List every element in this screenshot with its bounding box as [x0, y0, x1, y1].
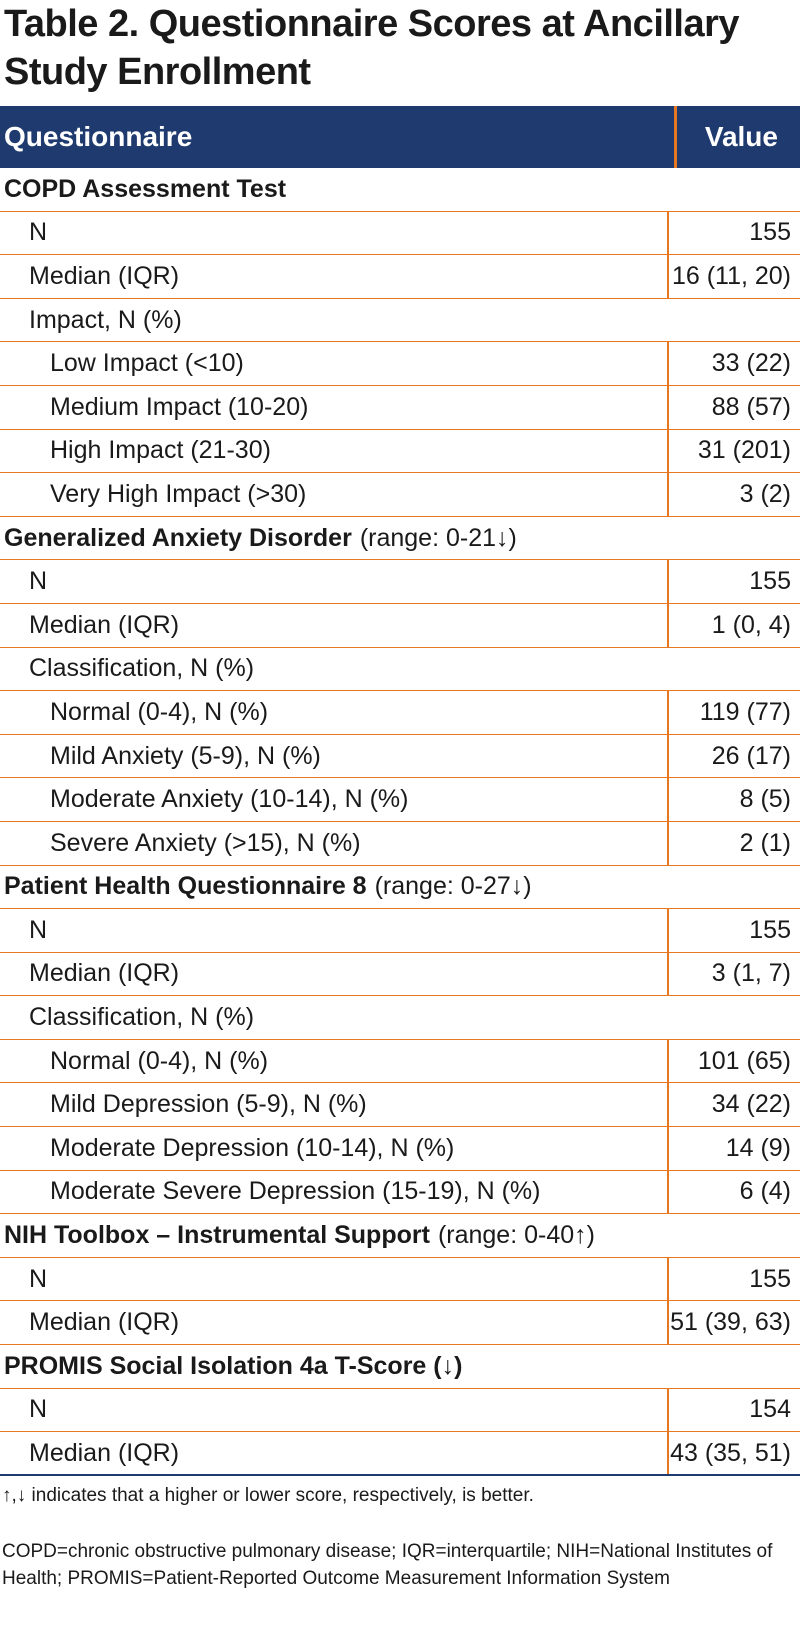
row-label: Moderate Severe Depression (15-19), N (%) — [50, 1177, 541, 1206]
title-line-2: Study Enrollment — [4, 51, 311, 93]
title-line-1: Table 2. Questionnaire Scores at Ancillary — [4, 3, 740, 45]
section-label: COPD Assessment Test — [4, 174, 287, 203]
row-label: N — [29, 1395, 48, 1424]
table-row — [0, 255, 800, 299]
row-value: 16 (11, 20) — [667, 255, 800, 298]
table-row — [0, 342, 800, 386]
footnote-abbreviations: COPD=chronic obstructive pulmonary disease; IQR=interquartile; NIH=National Institutes of Health; PROMIS=Patient-Reported Outcome Measurement Information System — [2, 1540, 773, 1589]
row-label: N — [29, 1264, 48, 1293]
row-label: Low Impact (<10) — [50, 349, 244, 378]
row-value: 155 — [667, 909, 800, 952]
footnotes — [0, 1484, 800, 1592]
row-label: Median (IQR) — [29, 1308, 180, 1337]
table-row — [0, 996, 800, 1040]
row-label-cell — [0, 604, 667, 647]
row-label: Normal (0-4), N (%) — [50, 1046, 269, 1075]
row-label-cell — [0, 996, 800, 1039]
table-row — [0, 1258, 800, 1302]
row-label-cell — [0, 255, 667, 298]
footnote-arrows: ↑,↓ indicates that a higher or lower score, respectively, is better. — [2, 1484, 534, 1506]
table-row — [0, 604, 800, 648]
row-label: Moderate Depression (10-14), N (%) — [50, 1133, 455, 1162]
section-row — [0, 1214, 800, 1258]
section-label-cell — [0, 866, 800, 909]
row-value: 43 (35, 51) — [667, 1432, 800, 1474]
section-label-cell — [0, 168, 800, 211]
row-value: 154 — [667, 1389, 800, 1432]
section-label: Patient Health Questionnaire 8 — [4, 872, 367, 901]
table-row — [0, 648, 800, 692]
row-label: Mild Anxiety (5-9), N (%) — [50, 741, 321, 770]
row-label: Median (IQR) — [29, 1438, 180, 1467]
table-header — [0, 106, 800, 168]
row-label-cell — [0, 1301, 667, 1344]
section-label-cell — [0, 1214, 800, 1257]
row-label: N — [29, 218, 48, 247]
row-value: 3 (1, 7) — [667, 953, 800, 996]
row-label: Median (IQR) — [29, 610, 180, 639]
table-row — [0, 386, 800, 430]
row-value: 51 (39, 63) — [667, 1301, 800, 1344]
row-label-cell — [0, 1127, 667, 1170]
row-value: 31 (201) — [667, 430, 800, 473]
row-label-cell — [0, 735, 667, 778]
row-label-cell — [0, 342, 667, 385]
row-label: Classification, N (%) — [29, 1003, 255, 1032]
section-row — [0, 517, 800, 561]
row-label-cell — [0, 1389, 667, 1432]
row-label-cell — [0, 822, 667, 865]
row-label-cell — [0, 1083, 667, 1126]
row-label: Median (IQR) — [29, 959, 180, 988]
row-label-cell — [0, 1171, 667, 1214]
table-row — [0, 691, 800, 735]
table-row — [0, 1083, 800, 1127]
section-label-cell — [0, 1345, 800, 1388]
row-label-cell — [0, 648, 800, 691]
section-label: Generalized Anxiety Disorder — [4, 523, 352, 552]
row-value: 119 (77) — [667, 691, 800, 734]
table-row — [0, 1171, 800, 1215]
row-value: 155 — [667, 212, 800, 255]
row-value: 34 (22) — [667, 1083, 800, 1126]
row-label: Normal (0-4), N (%) — [50, 697, 269, 726]
row-label: Moderate Anxiety (10-14), N (%) — [50, 785, 409, 814]
row-value: 1 (0, 4) — [667, 604, 800, 647]
table-row — [0, 212, 800, 256]
row-value: 14 (9) — [667, 1127, 800, 1170]
table-row — [0, 953, 800, 997]
table-row — [0, 299, 800, 343]
table-row — [0, 1389, 800, 1433]
questionnaire-table — [0, 106, 800, 1476]
table-row — [0, 1127, 800, 1171]
row-label-cell — [0, 1432, 667, 1474]
row-value: 26 (17) — [667, 735, 800, 778]
row-label-cell — [0, 212, 667, 255]
header-value: Value — [704, 121, 778, 152]
header-questionnaire: Questionnaire — [0, 106, 677, 168]
section-row — [0, 1345, 800, 1389]
table-row — [0, 1040, 800, 1084]
table-row — [0, 735, 800, 779]
section-row — [0, 866, 800, 910]
row-label: Impact, N (%) — [29, 305, 182, 334]
row-label-cell — [0, 953, 667, 996]
section-row — [0, 168, 800, 212]
row-label-cell — [0, 560, 667, 603]
row-label: Very High Impact (>30) — [50, 479, 307, 508]
section-label: PROMIS Social Isolation 4a T-Score (↓) — [4, 1351, 463, 1380]
table-row — [0, 430, 800, 474]
row-label-cell — [0, 1258, 667, 1301]
row-label-cell — [0, 386, 667, 429]
row-label-cell — [0, 299, 800, 342]
row-label: Medium Impact (10-20) — [50, 392, 309, 421]
row-value: 6 (4) — [667, 1171, 800, 1214]
row-value: 33 (22) — [667, 342, 800, 385]
row-value: 3 (2) — [667, 473, 800, 516]
table-row — [0, 909, 800, 953]
row-value: 155 — [667, 1258, 800, 1301]
section-label: NIH Toolbox – Instrumental Support — [4, 1221, 430, 1250]
row-value: 8 (5) — [667, 778, 800, 821]
row-value: 2 (1) — [667, 822, 800, 865]
table-body — [0, 168, 800, 1476]
table-row — [0, 473, 800, 517]
row-label-cell — [0, 909, 667, 952]
table-row — [0, 560, 800, 604]
section-label-cell — [0, 517, 800, 560]
row-label: N — [29, 567, 48, 596]
row-label-cell — [0, 473, 667, 516]
table-row — [0, 778, 800, 822]
table-title — [0, 0, 800, 103]
row-label: Median (IQR) — [29, 261, 180, 290]
table-row — [0, 822, 800, 866]
section-range-note: (range: 0-27↓) — [374, 872, 532, 901]
table-row — [0, 1301, 800, 1345]
row-label: Classification, N (%) — [29, 654, 255, 683]
row-label: N — [29, 915, 48, 944]
row-label-cell — [0, 691, 667, 734]
row-label: Mild Depression (5-9), N (%) — [50, 1090, 367, 1119]
row-label-cell — [0, 430, 667, 473]
row-label-cell — [0, 778, 667, 821]
table-row — [0, 1432, 800, 1476]
row-label-cell — [0, 1040, 667, 1083]
section-range-note: (range: 0-40↑) — [437, 1221, 595, 1250]
row-value: 155 — [667, 560, 800, 603]
row-label: Severe Anxiety (>15), N (%) — [50, 828, 361, 857]
row-value: 101 (65) — [667, 1040, 800, 1083]
row-value: 88 (57) — [667, 386, 800, 429]
row-label: High Impact (21-30) — [50, 436, 271, 465]
section-range-note: (range: 0-21↓) — [359, 523, 517, 552]
